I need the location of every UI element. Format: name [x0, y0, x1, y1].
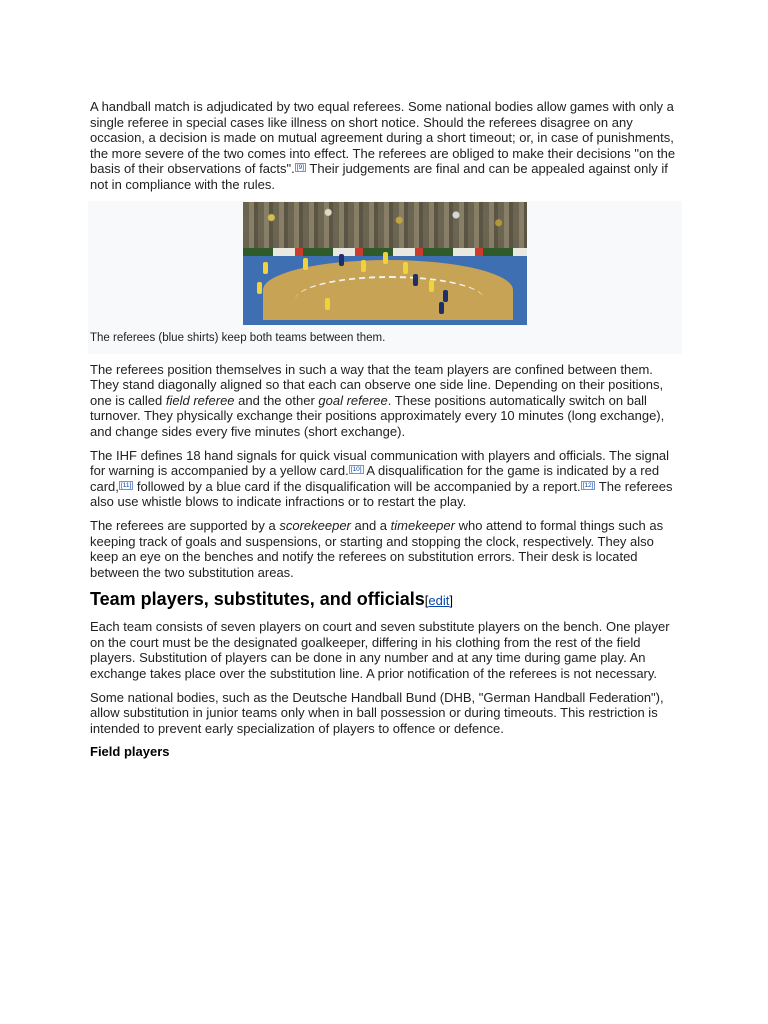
section-title: Team players, substitutes, and officials	[90, 589, 425, 610]
crowd-area	[243, 202, 527, 254]
handball-match-photo[interactable]	[243, 202, 527, 325]
citation-link[interactable]: [11]	[120, 481, 132, 489]
paragraph-referees-intro	[90, 99, 680, 193]
term-scorekeeper: scorekeeper	[279, 517, 351, 533]
player-figure	[383, 252, 388, 264]
player-figure	[439, 302, 444, 314]
section-heading	[90, 588, 680, 612]
figure-referees	[88, 201, 682, 354]
referee-figure	[413, 274, 418, 286]
citation-10[interactable]	[349, 465, 364, 474]
paragraph-scorekeeper	[90, 518, 680, 580]
edit-section-link[interactable]	[425, 593, 453, 608]
edit-link[interactable]: edit	[428, 593, 450, 609]
referee-figure	[339, 254, 344, 266]
figure-caption: The referees (blue shirts) keep both teams between them.	[90, 331, 386, 344]
paragraph-text: A handball match is adjudicated by two equal referees. Some national bodies allow games with only a single referee in special cases like illness on short notice. Should the referees disagree on any occasion, a decision is made on mutual agreement during a short timeout; or, in case of punishments, the more severe of the two comes into effect. The referees are obliged to make their decisions "on the basis of their observations of facts".	[90, 99, 676, 177]
player-figure	[325, 298, 330, 310]
edit-bracket-open: [	[424, 593, 429, 609]
paragraph-substitution-rules: Some national bodies, such as the Deutsche Handball Bund (DHB, "German Handball Federation"), allow substitution in junior teams only when in ball possession or during timeouts. This restriction is intended to prevent early specialization of players to offence or defence.	[90, 689, 664, 736]
citation-9[interactable]	[295, 163, 306, 172]
paragraph-hand-signals	[90, 448, 680, 510]
edit-bracket-close: ]	[449, 593, 453, 609]
player-figure	[443, 290, 448, 302]
citation-link[interactable]: [12]	[582, 481, 594, 489]
article-body	[90, 99, 680, 759]
player-figure	[403, 262, 408, 274]
paragraph-text: followed by a blue card if the disqualification will be accompanied by a report.	[133, 478, 581, 494]
paragraph-referee-positions	[90, 362, 680, 440]
citation-11[interactable]	[119, 481, 133, 490]
subheading-field-players: Field players	[90, 744, 170, 760]
paragraph-text: The referees also use whistle blows to indicate infractions or to restart the play.	[90, 478, 673, 510]
citation-12[interactable]	[581, 481, 596, 490]
term-timekeeper: timekeeper	[390, 517, 455, 533]
paragraph-text: . These positions automatically switch on ball turnover. They physically exchange their positions approximately every 10 minutes (long exchange), and change sides every five minutes (short exchange).	[90, 392, 665, 439]
term-goal-referee: goal referee	[318, 392, 388, 408]
paragraph-text: and a	[350, 517, 391, 533]
paragraph-text: The IHF defines 18 hand signals for quick visual communication with players and officials. The signal for warning is accompanied by a yellow card.	[90, 447, 670, 479]
player-figure	[361, 260, 366, 272]
paragraph-team-players: Each team consists of seven players on court and seven substitute players on the bench. One player on the court must be the designated goalkeeper, differing in his clothing from the rest of the field players. Substitution of players can be done in any number and at any time during game play. An exchange takes place over the substitution line. A prior notification of the referees is not necessary.	[90, 619, 670, 682]
citation-link[interactable]: [10]	[350, 466, 362, 474]
paragraph-text: A disqualification for the game is indicated by a red card,	[90, 463, 660, 494]
term-field-referee: field referee	[165, 392, 235, 408]
paragraph-text: The referees position themselves in such a way that the team players are confined between them. They stand diagonally aligned so that each can observe one side line. Depending on their positions, one is called	[90, 361, 664, 408]
player-figure	[303, 258, 308, 270]
paragraph-text: and the other	[234, 392, 319, 408]
player-figure	[263, 262, 268, 274]
paragraph-text: who attend to formal things such as keeping track of goals and suspensions, or starting and stopping the clock, respectively. They also keep an eye on the benches and notify the referees on substitution errors. Their desk is located between the two substitution areas.	[90, 517, 664, 580]
paragraph-text: Their judgements are final and can be appealed against only if not in compliance with the rules.	[90, 161, 668, 192]
player-figure	[257, 282, 262, 294]
paragraph-text: The referees are supported by a	[90, 517, 280, 533]
free-throw-line	[295, 276, 485, 324]
citation-link[interactable]: [9]	[296, 164, 305, 172]
player-figure	[429, 280, 434, 292]
